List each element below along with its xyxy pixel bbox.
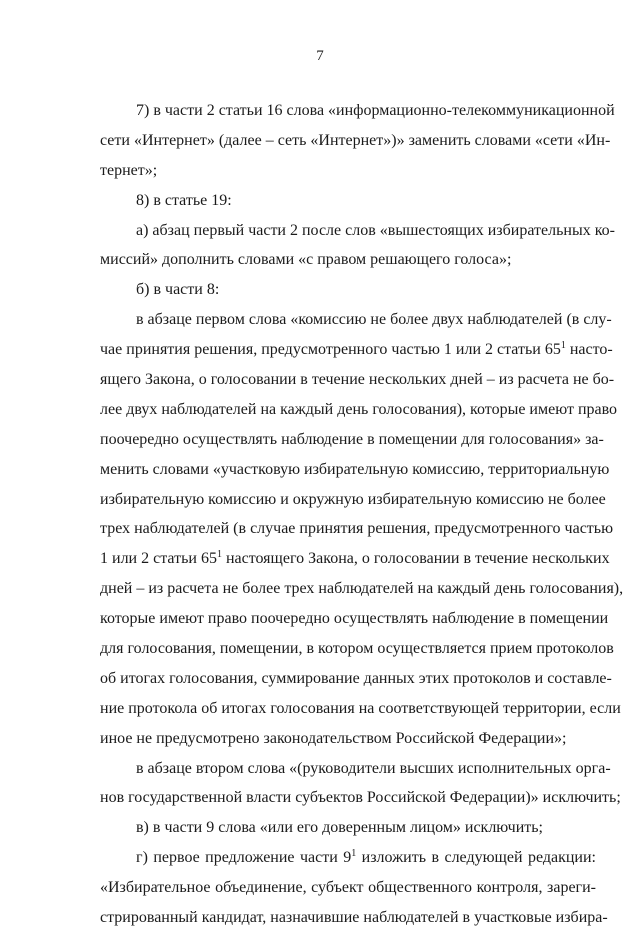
- line-text: иное не предусмотрено законодательством Российской Федерации»;: [100, 729, 567, 747]
- document-body: [100, 96, 624, 933]
- line-text: об итогах голосования, суммирование данных этих протоколов и составле-: [100, 669, 612, 687]
- text-line: [100, 425, 604, 455]
- superscript: 1: [351, 848, 357, 860]
- text-line: [100, 96, 615, 126]
- line-text: миссий» дополнить словами «с правом решающего голоса»;: [100, 251, 512, 269]
- text-line: [100, 604, 609, 634]
- text-line: [100, 873, 596, 903]
- text-line: [100, 275, 596, 305]
- line-text: а) абзац первый части 2 после слов «вышестоящих избирательных ко-: [136, 221, 615, 239]
- line-text: ящего Закона, о голосовании в течение нескольких дней – из расчета не бо-: [100, 371, 615, 389]
- text-line: [100, 544, 610, 574]
- line-text: в абзаце втором слова «(руководители высших исполнительных орга-: [136, 759, 611, 777]
- text-line: [100, 365, 615, 395]
- text-line: [100, 245, 596, 275]
- line-text: чае принятия решения, предусмотренного частью 1 или 2 статьи 65: [100, 341, 561, 359]
- page-number: 7: [316, 48, 324, 64]
- line-text: 1 или 2 статьи 65: [100, 550, 217, 568]
- line-text-continued: насто-: [565, 341, 613, 359]
- text-line: [100, 126, 611, 156]
- text-line: [100, 156, 596, 186]
- text-line: [100, 485, 606, 515]
- text-line: [100, 455, 610, 485]
- line-text: «Избирательное объединение, субъект общественного контроля, зареги-: [100, 879, 596, 897]
- line-text: менить словами «участковую избирательную комиссию, территориальную: [100, 460, 610, 478]
- text-line: [100, 395, 618, 425]
- line-text: нов государственной власти субъектов Российской Федерации)» исключить;: [100, 789, 621, 807]
- line-text: дней – из расчета не более трех наблюдателей на каждый день голосования),: [100, 580, 624, 598]
- line-text: лее двух наблюдателей на каждый день голосования), которые имеют право: [100, 400, 618, 418]
- line-text: б) в части 8:: [136, 281, 220, 299]
- text-line: [100, 335, 613, 365]
- text-line: [100, 186, 596, 216]
- text-line: [100, 574, 624, 604]
- line-text: трех наблюдателей (в случае принятия решения, предусмотренного частью: [100, 520, 614, 538]
- line-text: в) в части 9 слова «или его доверенным лицом» исключить;: [136, 819, 543, 837]
- line-text-continued: изложить в следующей редакции:: [356, 849, 596, 867]
- superscript: 1: [560, 340, 566, 352]
- line-text: ние протокола об итогах голосования на соответствующей территории, если: [100, 699, 621, 717]
- line-text: 7) в части 2 статьи 16 слова «информационно-телекоммуникационной: [136, 102, 615, 119]
- text-line: [100, 724, 596, 754]
- text-line: [100, 813, 596, 843]
- line-text: г) первое предложение части 9: [136, 849, 352, 867]
- line-text: которые имеют право поочередно осуществлять наблюдение в помещении: [100, 610, 609, 628]
- text-line: [100, 305, 612, 335]
- superscript: 1: [216, 549, 222, 561]
- text-line: [100, 903, 608, 933]
- line-text: 8) в статье 19:: [136, 191, 232, 209]
- text-line: [100, 783, 621, 813]
- line-text: избирательную комиссию и окружную избирательную комиссию не более: [100, 490, 606, 508]
- text-line: [100, 514, 614, 544]
- line-text-continued: настоящего Закона, о голосовании в течение нескольких: [221, 550, 610, 568]
- text-line: [100, 216, 615, 246]
- text-line: [100, 754, 611, 784]
- line-text: для голосования, помещении, в котором осуществляется прием протоколов: [100, 640, 614, 658]
- line-text: сети «Интернет» (далее – сеть «Интернет»)» заменить словами «сети «Ин-: [100, 131, 611, 149]
- text-line: [100, 664, 612, 694]
- line-text: поочередно осуществлять наблюдение в помещении для голосования» за-: [100, 430, 604, 448]
- text-line: [100, 634, 614, 664]
- text-line: [100, 694, 621, 724]
- line-text: стрированный кандидат, назначившие наблюдателей в участковые избира-: [100, 909, 608, 927]
- line-text: в абзаце первом слова «комиссию не более двух наблюдателей (в слу-: [136, 311, 612, 329]
- text-line: [100, 843, 596, 873]
- line-text: тернет»;: [100, 161, 158, 179]
